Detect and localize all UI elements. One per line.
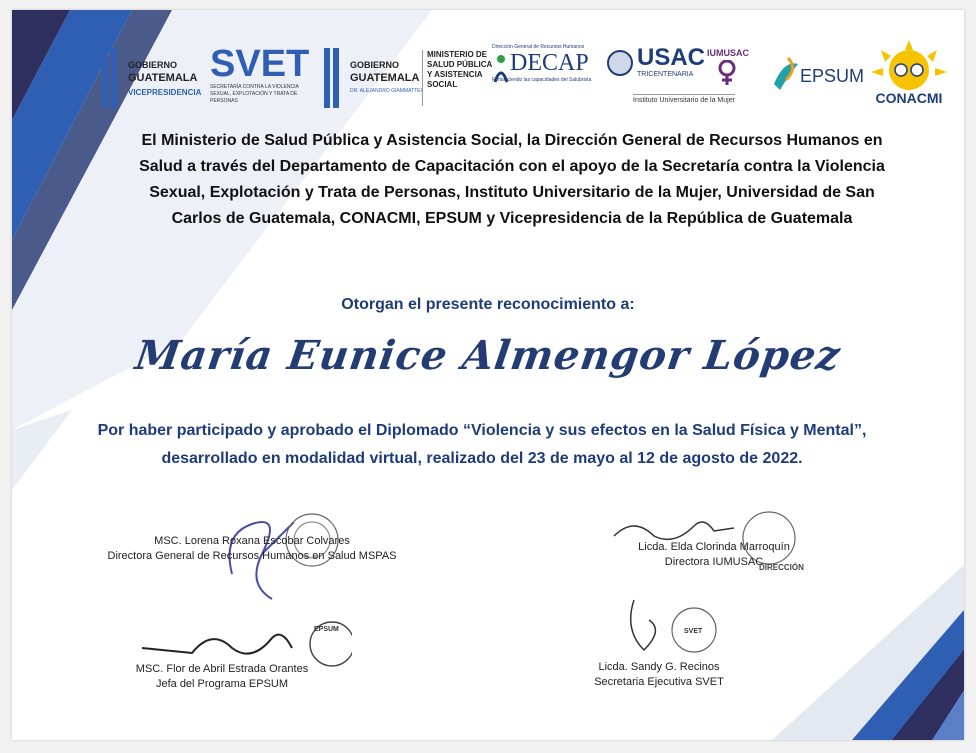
svet-name: SVET <box>210 43 310 85</box>
ministerio-salud-logo: MINISTERIO DE SALUD PÚBLICA Y ASISTENCIA SOCIAL <box>422 50 493 106</box>
usac-iumusac-logo <box>607 44 757 110</box>
signer-name: MSC. Flor de Abril Estrada Orantes <box>135 663 309 675</box>
decap-logo <box>492 44 592 110</box>
epsum-emblem-icon <box>770 54 800 94</box>
logo-text: VICEPRESIDENCIA <box>128 88 202 97</box>
gobierno-vicepresidencia-logo <box>102 48 206 108</box>
female-symbol-icon <box>717 60 737 86</box>
signer-role: Directora IUMUSAC <box>664 556 764 568</box>
signer-role: Secretaria Ejecutiva SVET <box>594 676 724 688</box>
reason-paragraph: Por haber participado y aprobado el Diplomado “Violencia y sus efectos en la Salud Física y Mental”, desarrollado en modalidad virtual, realizado del 23 de mayo al 12 de agosto de 2022. <box>97 422 867 467</box>
stamp-text: SVET <box>684 628 703 635</box>
svet-subtitle: SECRETARÍA CONTRA LA VIOLENCIA SEXUAL, EXPLOTACIÓN Y TRATA DE PERSONAS <box>210 84 299 104</box>
decap-subtitle: Fortaleciendo las capacidades del Salubrista <box>492 77 592 83</box>
signer-role: Directora General de Recursos Humanos en Salud MSPAS <box>107 550 397 562</box>
recipient-name: María Eunice Almengor López <box>132 332 844 379</box>
decap-figure-icon <box>492 54 510 84</box>
certificate <box>12 10 964 740</box>
epsum-name: EPSUM <box>800 66 865 86</box>
signature-block-dgrhs <box>102 494 402 604</box>
signature-block-svet <box>584 590 734 690</box>
stamp-text: EPSUM <box>314 626 339 633</box>
decap-top-text: Dirección General de Recursos Humanos <box>492 44 585 50</box>
signer-name: MSC. Lorena Roxana Escobar Colvares <box>154 535 350 547</box>
award-statement: Otorgan el presente reconocimiento a: <box>341 296 635 313</box>
conacmi-name: CONACMI <box>875 90 943 106</box>
iumusac-name: IUMUSAC <box>707 48 749 58</box>
logo-text: GUATEMALA <box>128 72 198 84</box>
signer-name: Licda. Sandy G. Recinos <box>598 661 720 673</box>
svet-logo <box>210 44 322 110</box>
intro-paragraph: El Ministerio de Salud Pública y Asistencia Social, la Dirección General de Recursos Humanos en Salud a través del Departamento de Capacitación con el apoyo de la Secretaría contra la Violencia Sexual, Explotación y Trata de Personas, Instituto Universitario de la Mujer, Universidad de San Carlos de Guatemala, CONACMI, EPSUM y Vicepresidencia de la República de Guatemala <box>139 132 885 227</box>
handwritten-signature <box>604 590 734 665</box>
signer-name: Licda. Elda Clorinda Marroquín <box>638 541 790 553</box>
logo-strip <box>102 40 952 115</box>
logo-text: GOBIERNO <box>350 60 400 70</box>
logo-text: GOBIERNO <box>128 60 178 70</box>
signature-block-iumusac <box>584 506 844 596</box>
usac-subtitle: TRICENTENARIA <box>637 71 694 78</box>
signature-block-epsum <box>112 608 339 698</box>
usac-name: USAC <box>637 44 706 71</box>
usac-shield-icon <box>607 48 633 78</box>
epsum-logo <box>770 54 865 104</box>
logo-text: DR. ALEJANDRO GIAMMATTEI <box>350 88 422 94</box>
decap-name: DECAP <box>510 50 589 76</box>
conacmi-logo <box>867 40 951 110</box>
usac-caption: Instituto Universitario de la Mujer <box>633 94 735 104</box>
logo-text: GUATEMALA <box>350 72 420 84</box>
conacmi-sun-icon <box>867 40 951 92</box>
gobierno-guatemala-logo <box>324 48 428 108</box>
signer-role: Jefa del Programa EPSUM <box>155 678 289 690</box>
stamp-text: DIRECCIÓN <box>759 563 804 572</box>
